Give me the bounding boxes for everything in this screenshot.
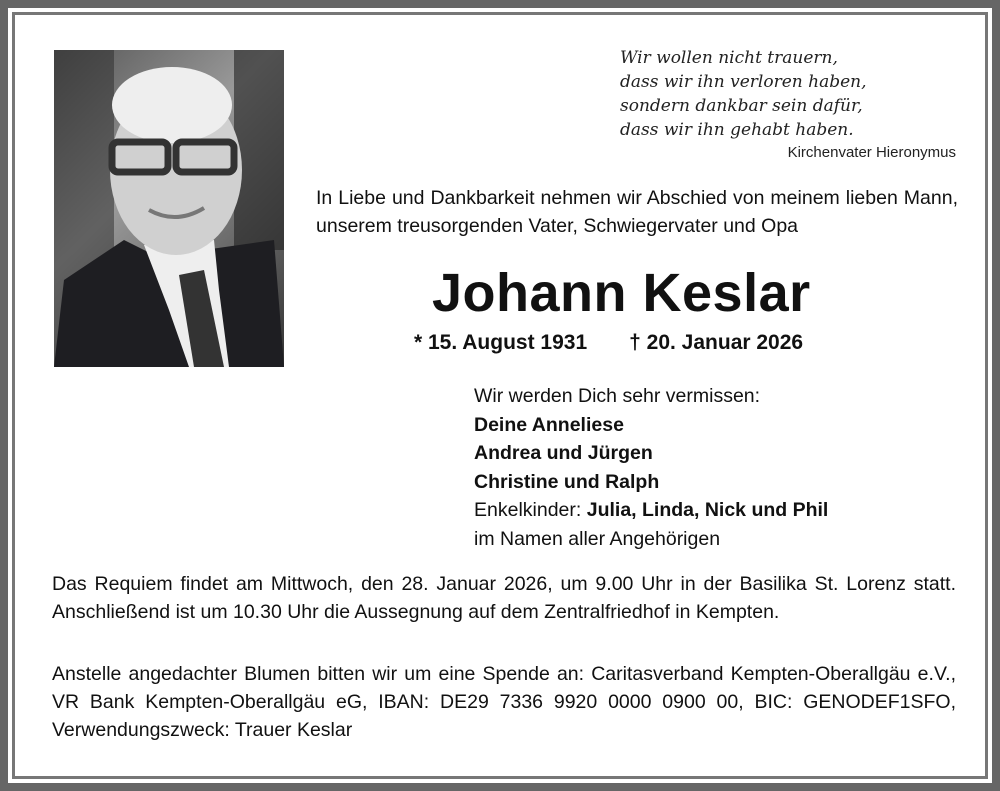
requiem-info: Das Requiem findet am Mittwoch, den 28. Januar 2026, um 9.00 Uhr in der Basilika St. Lorenz statt. Anschließend ist um 10.30 Uhr die Aussegnung auf dem Zentralfriedhof in Kempten. [52, 573, 956, 623]
quote-line: dass wir ihn gehabt haben. [620, 120, 854, 140]
family-lead: Wir werden Dich sehr vermissen: [474, 385, 761, 407]
portrait-photo [54, 50, 284, 367]
quote-line: Wir wollen nicht trauern, [620, 48, 838, 68]
grandchildren-label: Enkelkinder: [474, 499, 587, 521]
quote-author: Kirchenvater Hieronymus [787, 144, 956, 161]
life-dates [414, 331, 845, 355]
intro-text: In Liebe und Dankbarkeit nehmen wir Abschied von meinem lieben Mann, unserem treusorgenden Vater, Schwiegervater und Opa [316, 187, 958, 237]
quote-line: sondern dankbar sein dafür, [620, 96, 863, 116]
deceased-name: Johann Keslar [432, 263, 811, 323]
family-member: Deine Anneliese [474, 413, 624, 436]
memorial-quote [620, 46, 867, 142]
grandchildren-names: Julia, Linda, Nick und Phil [586, 499, 829, 521]
family-closing: im Namen aller Angehörigen [474, 527, 721, 550]
family-member: Andrea und Jürgen [474, 442, 653, 464]
family-member: Christine und Ralph [474, 470, 660, 493]
donation-info: Anstelle angedachter Blumen bitten wir um eine Spende an: Caritasverband Kempten-Oberallgäu e.V., VR Bank Kempten-Oberallgäu eG, IBAN: DE29 7336 9920 0000 0900 00, BIC: GENODEF1SFO, Verwendungszweck: Trauer Keslar [52, 663, 956, 741]
birth-date: * 15. August 1931 [414, 331, 588, 354]
quote-line: dass wir ihn verloren haben, [620, 72, 867, 92]
family-signature [474, 382, 828, 553]
death-date: † 20. Januar 2026 [629, 331, 804, 354]
